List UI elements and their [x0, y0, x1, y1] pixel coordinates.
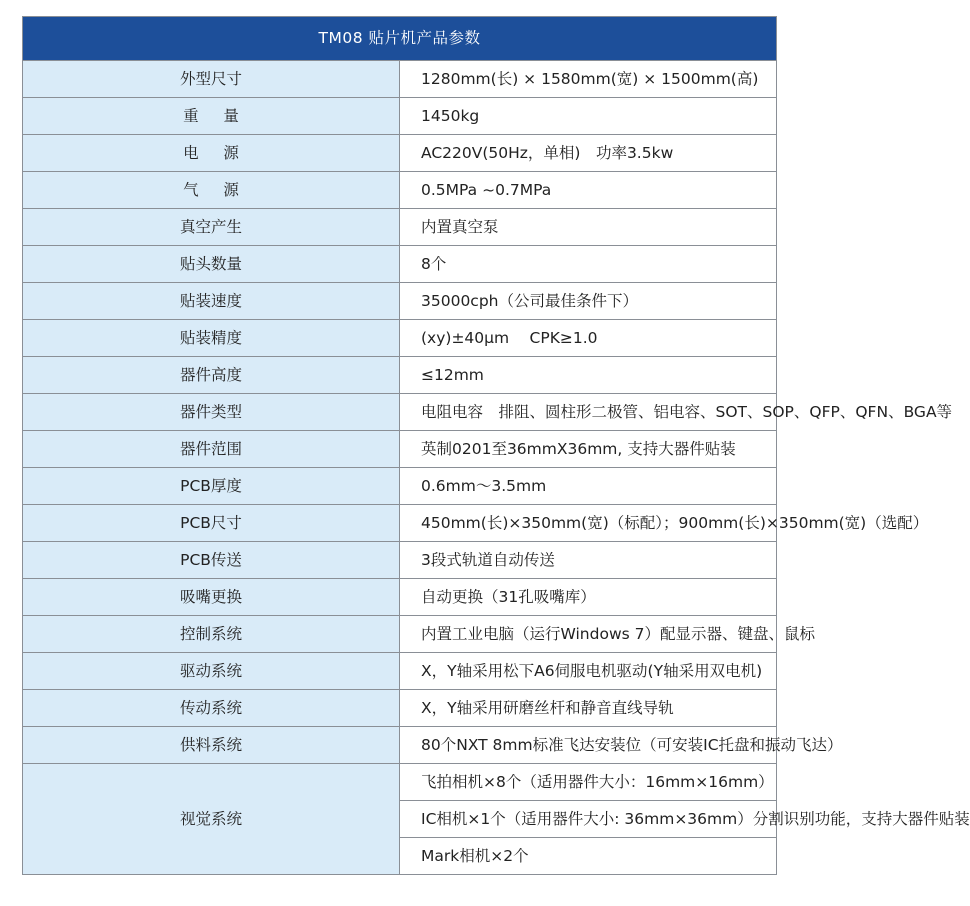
vision-value: IC相机×1个（适用器件大小: 36mm×36mm）分割识别功能，支持大器件贴装 [400, 801, 777, 838]
row-label: PCB尺寸 [23, 505, 400, 542]
row-value: (xy)±40μm CPK≥1.0 [400, 320, 777, 357]
row-label: 传动系统 [23, 690, 400, 727]
row-label: 控制系统 [23, 616, 400, 653]
row-label: 吸嘴更换 [23, 579, 400, 616]
row-value: X，Y轴采用松下A6伺服电机驱动(Y轴采用双电机) [400, 653, 777, 690]
table-row [23, 209, 777, 246]
table-row [23, 135, 777, 172]
row-value: AC220V(50Hz，单相) 功率3.5kw [400, 135, 777, 172]
row-label: PCB传送 [23, 542, 400, 579]
row-value: 35000cph（公司最佳条件下） [400, 283, 777, 320]
row-label: 贴装精度 [23, 320, 400, 357]
table-row [23, 61, 777, 98]
row-label: 器件类型 [23, 394, 400, 431]
row-label: 驱动系统 [23, 653, 400, 690]
row-label: 贴头数量 [23, 246, 400, 283]
title-row [23, 17, 777, 61]
row-label: 重量 [23, 98, 400, 135]
table-row [23, 320, 777, 357]
row-value: 英制0201至36mmX36mm, 支持大器件贴装 [400, 431, 777, 468]
row-label: PCB厚度 [23, 468, 400, 505]
row-value: ≤12mm [400, 357, 777, 394]
row-label: 贴装速度 [23, 283, 400, 320]
row-label: 气源 [23, 172, 400, 209]
row-label: 真空产生 [23, 209, 400, 246]
table-row [23, 98, 777, 135]
table-row-vision [23, 764, 777, 801]
row-value: 1450kg [400, 98, 777, 135]
row-value: 内置真空泵 [400, 209, 777, 246]
table-row [23, 246, 777, 283]
table-row [23, 653, 777, 690]
row-label: 电源 [23, 135, 400, 172]
vision-value: 飞拍相机×8个（适用器件大小：16mm×16mm） [400, 764, 777, 801]
row-value: 电阻电容 排阻、圆柱形二极管、铝电容、SOT、SOP、QFP、QFN、BGA等 [400, 394, 777, 431]
table-title: TM08 贴片机产品参数 [23, 17, 777, 61]
vision-label: 视觉系统 [23, 764, 400, 875]
table-row [23, 616, 777, 653]
row-value: 自动更换（31孔吸嘴库） [400, 579, 777, 616]
row-label: 器件范围 [23, 431, 400, 468]
row-label: 供料系统 [23, 727, 400, 764]
table-row [23, 468, 777, 505]
row-value: X，Y轴采用研磨丝杆和静音直线导轨 [400, 690, 777, 727]
spec-table [22, 16, 970, 875]
row-value: 80个NXT 8mm标准飞达安装位（可安装IC托盘和振动飞达） [400, 727, 777, 764]
table-row [23, 690, 777, 727]
table-row [23, 579, 777, 616]
table-row [23, 431, 777, 468]
row-value: 内置工业电脑（运行Windows 7）配显示器、键盘、鼠标 [400, 616, 777, 653]
row-value: 450mm(长)×350mm(宽)（标配）；900mm(长)×350mm(宽)（选配） [400, 505, 777, 542]
row-value: 3段式轨道自动传送 [400, 542, 777, 579]
row-value: 8个 [400, 246, 777, 283]
table-row [23, 542, 777, 579]
row-label: 外型尺寸 [23, 61, 400, 98]
table-row [23, 172, 777, 209]
table-row [23, 727, 777, 764]
row-value: 0.6mm～3.5mm [400, 468, 777, 505]
vision-value: Mark相机×2个 [400, 838, 777, 875]
row-value: 1280mm(长) × 1580mm(宽) × 1500mm(高) [400, 61, 777, 98]
row-label: 器件高度 [23, 357, 400, 394]
table-row [23, 283, 777, 320]
table-row [23, 505, 777, 542]
table-row [23, 357, 777, 394]
row-value: 0.5MPa ~0.7MPa [400, 172, 777, 209]
table-row [23, 394, 777, 431]
